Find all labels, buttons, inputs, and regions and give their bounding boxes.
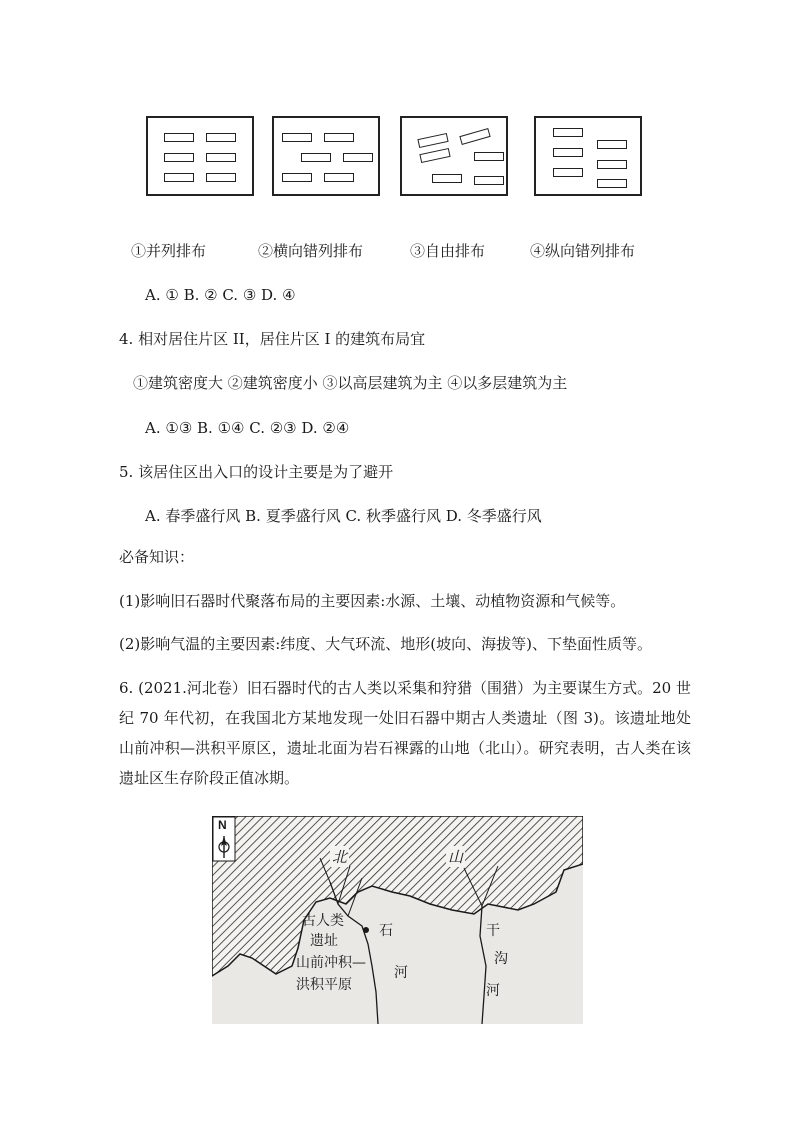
building-block (343, 153, 373, 162)
building-block (282, 173, 312, 182)
plain-label-line1: 山前冲积— (296, 955, 366, 971)
building-block (432, 174, 462, 183)
building-block (553, 168, 583, 177)
building-block (282, 133, 312, 142)
q4-choices: ①建筑密度大 ②建筑密度小 ③以高层建筑为主 ④以多层建筑为主 (133, 374, 568, 392)
building-block (164, 153, 194, 162)
diagram-free (400, 116, 508, 196)
diagram-parallel (146, 116, 254, 196)
building-block (419, 148, 450, 163)
plain-label-line2: 洪积平原 (296, 977, 352, 993)
site-map (212, 816, 583, 1024)
north-label: N (218, 818, 227, 832)
map-svg (212, 816, 583, 1024)
q6-text: 6. (2021.河北卷）旧石器时代的古人类以采集和狩猎（围猎）为主要谋生方式。20 世纪 70 年代初，在我国北方某地发现一处旧石器中期古人类遗址（图 3)。该遗址地处山前冲积—洪积平原区，遗址北面为岩石裸露的山地（北山）。研究表明，古人类在该遗址区生存阶段正值冰期。 (119, 679, 691, 787)
building-block (164, 133, 194, 142)
building-block (597, 179, 627, 188)
building-block (597, 140, 627, 149)
gangou-river-label-gan: 干 (486, 923, 500, 939)
q5-options: A. 春季盛行风 B. 夏季盛行风 C. 秋季盛行风 D. 冬季盛行风 (145, 507, 542, 525)
building-block (324, 133, 354, 142)
building-block (474, 152, 504, 161)
site-label-line2: 遗址 (310, 933, 338, 949)
q4-stem: 4. 相对居住片区 II，居住片区 I 的建筑布局宜 (119, 330, 426, 348)
building-block (417, 133, 448, 148)
knowledge-heading: 必备知识： (119, 548, 195, 566)
caption-free: ③自由排布 (410, 242, 486, 260)
building-block (459, 128, 490, 145)
gangou-river-label-he: 河 (486, 983, 500, 999)
site-marker (363, 927, 369, 933)
building-block (597, 160, 627, 169)
caption-vertical-staggered: ④纵向错列排布 (530, 242, 636, 260)
q5-stem: 5. 该居住区出入口的设计主要是为了避开 (119, 463, 394, 481)
site-label-line1: 古人类 (302, 913, 344, 929)
building-block (206, 133, 236, 142)
building-block (301, 153, 331, 162)
caption-parallel: ①并列排布 (131, 242, 207, 260)
knowledge-item-2: (2)影响气温的主要因素:纬度、大气环流、地形(坡向、海拔等)、下垫面性质等。 (119, 635, 653, 653)
diagram-vertical-staggered (534, 116, 642, 196)
knowledge-item-1: (1)影响旧石器时代聚落布局的主要因素:水源、土壤、动植物资源和气候等。 (119, 592, 626, 610)
shi-river-label-he: 河 (394, 965, 408, 981)
building-block (206, 173, 236, 182)
gangou-river-label-gou: 沟 (494, 951, 508, 967)
building-block (164, 173, 194, 182)
caption-horizontal-staggered: ②横向错列排布 (258, 242, 364, 260)
shi-river-label-shi: 石 (379, 923, 393, 939)
building-block (474, 176, 504, 185)
q4-options: A. ①③ B. ①④ C. ②③ D. ②④ (145, 419, 350, 437)
building-block (553, 128, 583, 137)
building-block (553, 148, 583, 157)
q3-options: A. ① B. ② C. ③ D. ④ (145, 286, 296, 304)
diagram-horizontal-staggered (272, 116, 380, 196)
building-block (324, 173, 354, 182)
building-block (206, 153, 236, 162)
mountain-label-bei: 北 (332, 848, 348, 866)
mountain-label-shan: 山 (448, 848, 464, 866)
